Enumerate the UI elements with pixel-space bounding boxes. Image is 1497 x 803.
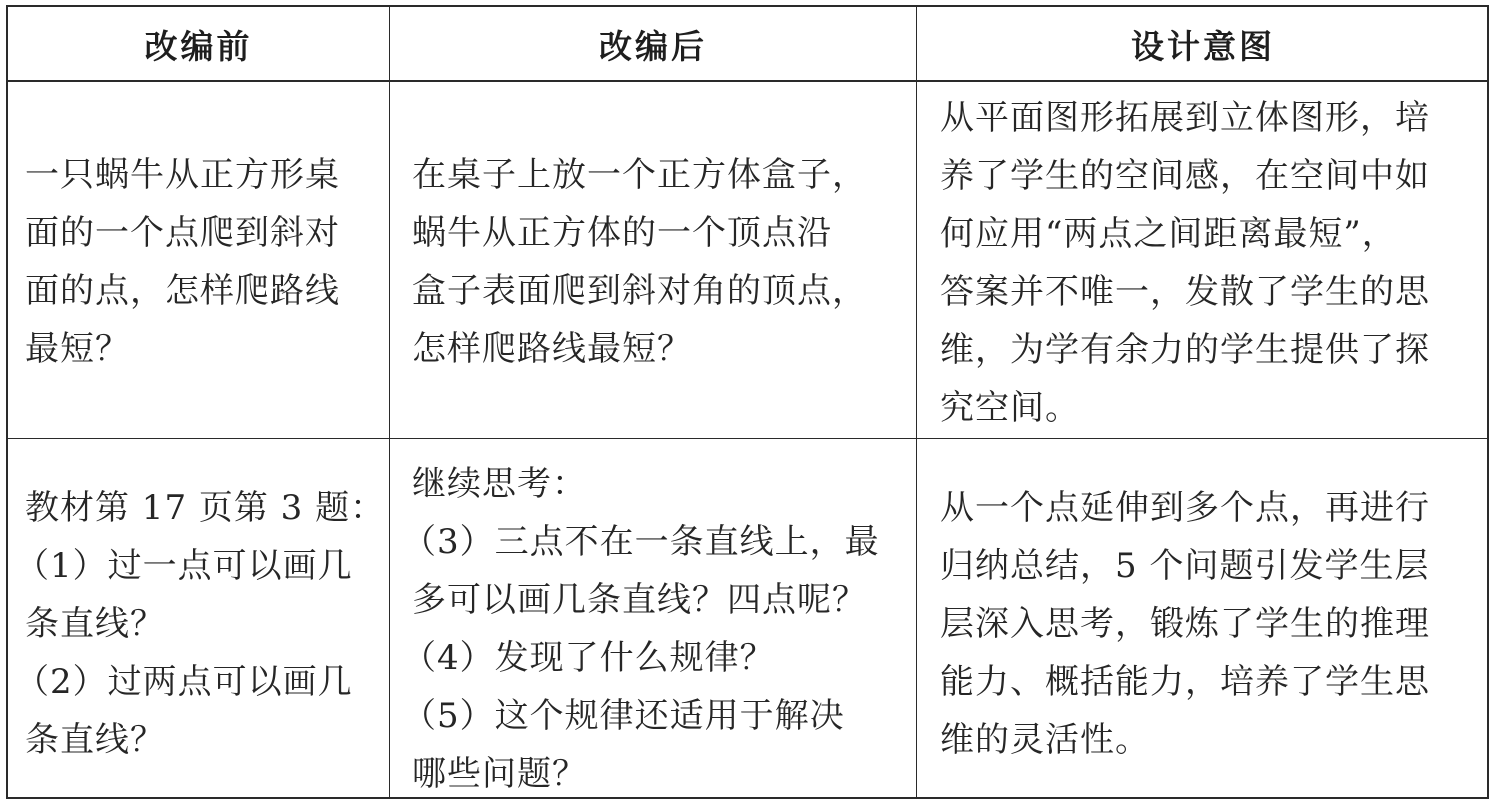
header-intent: 设计意图 <box>1131 26 1275 66</box>
row2-before-line: 条直线？ <box>25 720 165 760</box>
row1-before-line: 一只蜗牛从正方形桌 <box>25 155 340 195</box>
header-after: 改编后 <box>599 26 707 66</box>
column-divider <box>916 7 917 797</box>
row1-intent-line: 维，为学有余力的学生提供了探 <box>940 330 1430 370</box>
row1-intent-line: 究空间。 <box>940 388 1080 428</box>
row2-before-line: （2）过两点可以画几 <box>15 662 353 702</box>
row2-intent-line: 从一个点延伸到多个点，再进行 <box>940 488 1430 528</box>
row2-intent-line: 归纳总结，5 个问题引发学生层 <box>940 546 1430 586</box>
row2-after-line: （3）三点不在一条直线上，最 <box>402 522 880 562</box>
row2-after-line: 多可以画几条直线？四点呢？ <box>412 580 867 620</box>
header-before: 改编前 <box>144 26 253 66</box>
row2-after-line: 哪些问题？ <box>412 754 587 794</box>
row2-after-line: （4）发现了什么规律？ <box>402 638 775 678</box>
row2-after-line: 继续思考： <box>412 464 587 504</box>
row1-before-line: 面的点，怎样爬路线 <box>25 271 340 311</box>
row2-intent-cell <box>940 479 1430 769</box>
row1-before-cell <box>25 146 340 378</box>
row2-intent-line: 能力、概括能力，培养了学生思 <box>940 662 1430 702</box>
row2-before-cell <box>15 479 386 769</box>
row1-intent-line: 从平面图形拓展到立体图形，培 <box>940 98 1430 138</box>
row1-after-line: 盒子表面爬到斜对角的顶点， <box>412 271 867 311</box>
row1-intent-line: 答案并不唯一，发散了学生的思 <box>940 272 1430 312</box>
row1-before-line: 面的一个点爬到斜对 <box>25 213 340 253</box>
row1-intent-cell <box>940 89 1430 437</box>
row2-before-line: （1）过一点可以画几 <box>15 546 353 586</box>
row1-intent-line: 养了学生的空间感，在空间中如 <box>940 156 1430 196</box>
row1-intent-line: 何应用“两点之间距离最短”， <box>940 214 1397 254</box>
row1-after-line: 蜗牛从正方体的一个顶点沿 <box>412 213 832 253</box>
row1-after-cell <box>412 146 867 378</box>
row2-before-line: 教材第 17 页第 3 题： <box>25 488 386 528</box>
row2-intent-line: 维的灵活性。 <box>940 720 1150 760</box>
row1-before-line: 最短？ <box>25 329 130 369</box>
row2-after-cell <box>402 455 880 803</box>
row2-intent-line: 层深入思考，锻炼了学生的推理 <box>940 604 1430 644</box>
comparison-table <box>6 5 1489 799</box>
row-divider <box>8 438 1487 439</box>
row1-after-line: 怎样爬路线最短？ <box>412 329 692 369</box>
row2-after-line: （5）这个规律还适用于解决 <box>402 696 845 736</box>
row2-before-line: 条直线？ <box>25 604 165 644</box>
column-divider <box>389 7 390 797</box>
row1-after-line: 在桌子上放一个正方体盒子， <box>412 155 867 195</box>
